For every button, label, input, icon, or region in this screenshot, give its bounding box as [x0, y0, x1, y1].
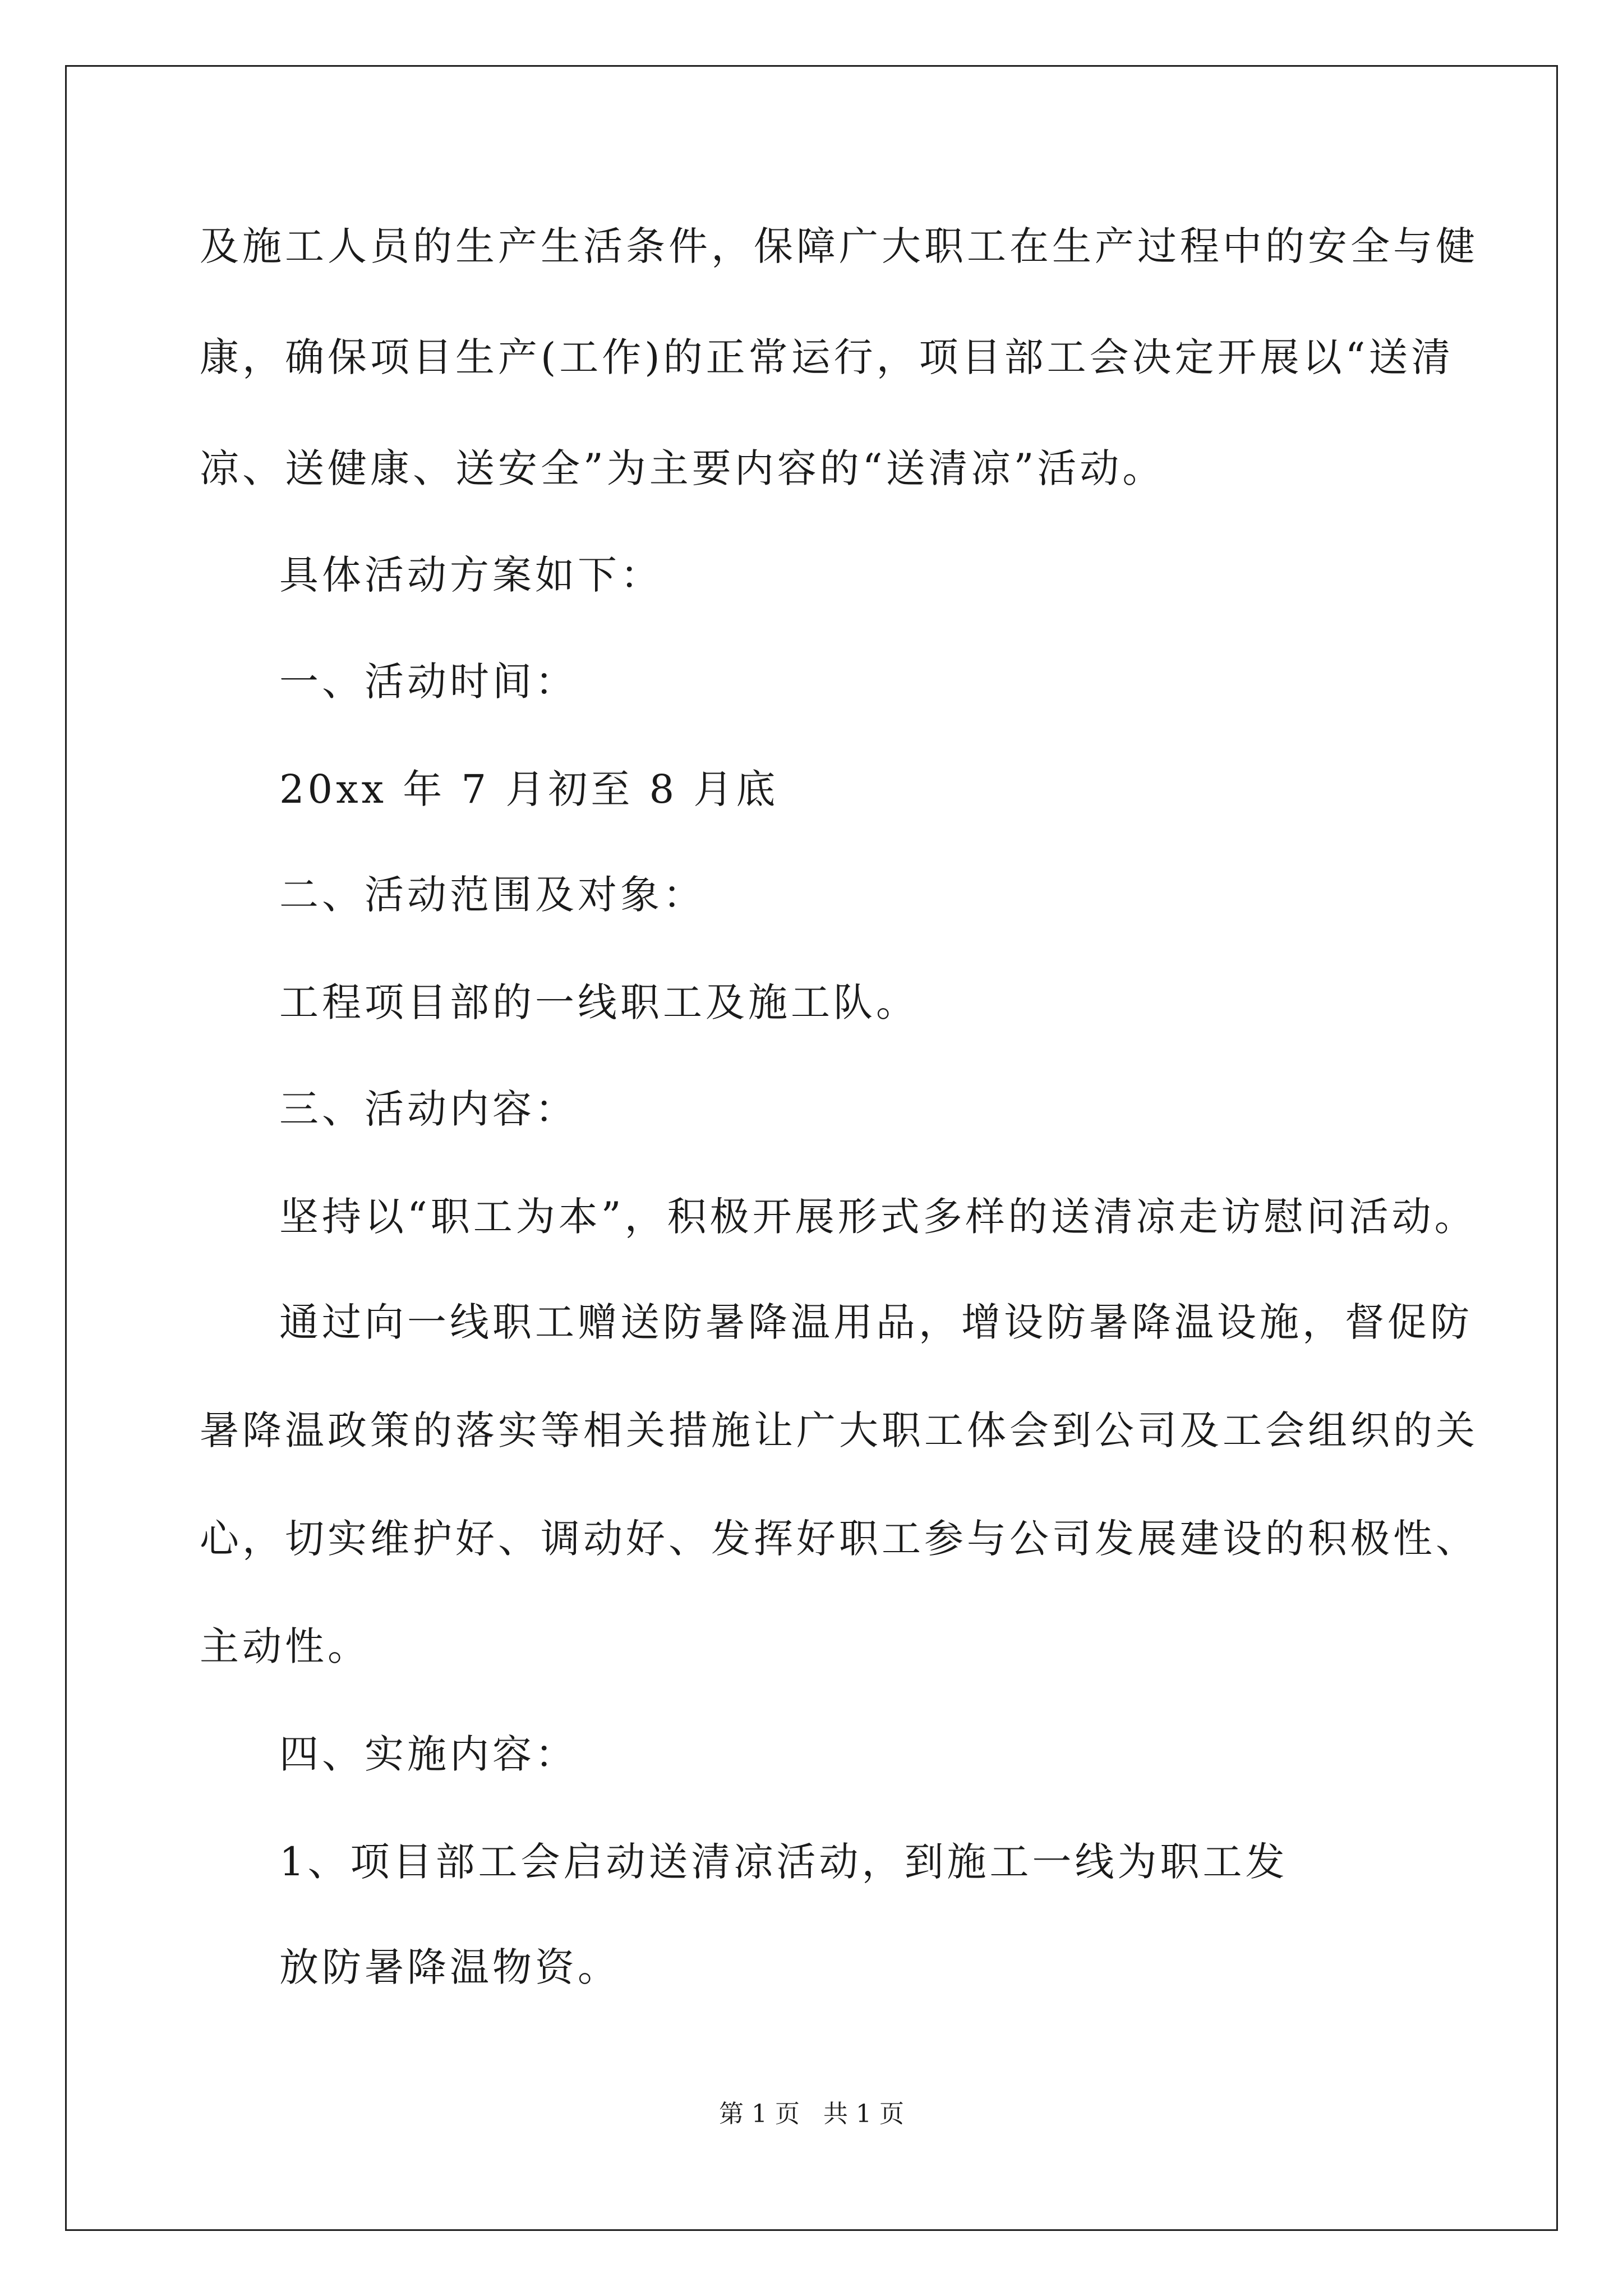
body-line: 放防暑降温物资。 [279, 1944, 620, 1990]
body-line: 具体活动方案如下： [279, 552, 663, 598]
page-border [65, 65, 1558, 2231]
section-heading: 二、活动范围及对象： [279, 872, 706, 918]
body-line: 及施工人员的生产生活条件，保障广大职工在生产过程中的安全与健 [200, 223, 1478, 269]
body-line: 20xx 年 7 月初至 8 月底 [279, 766, 779, 812]
section-heading: 一、活动时间： [279, 659, 578, 705]
body-line: 坚持以“职工为本”，积极开展形式多样的送清凉走访慰问活动。 [279, 1194, 1477, 1240]
body-line: 心，切实维护好、调动好、发挥好职工参与公司发展建设的积极性、 [200, 1516, 1478, 1562]
section-heading: 三、活动内容： [279, 1086, 578, 1132]
body-line: 凉、送健康、送安全”为主要内容的“送清凉”活动。 [200, 445, 1165, 491]
body-line: 1、项目部工会启动送清凉活动，到施工一线为职工发 [279, 1839, 1288, 1885]
body-line: 主动性。 [200, 1623, 370, 1669]
body-line: 工程项目部的一线职工及施工队。 [279, 979, 919, 1025]
section-heading: 四、实施内容： [279, 1731, 578, 1777]
page-footer: 第 1 页 共 1 页 [719, 2100, 904, 2128]
body-line: 通过向一线职工赠送防暑降温用品，增设防暑降温设施，督促防 [279, 1299, 1473, 1345]
body-line: 暑降温政策的落实等相关措施让广大职工体会到公司及工会组织的关 [200, 1407, 1478, 1453]
body-line: 康，确保项目生产(工作)的正常运行，项目部工会决定开展以“送清 [200, 334, 1454, 380]
